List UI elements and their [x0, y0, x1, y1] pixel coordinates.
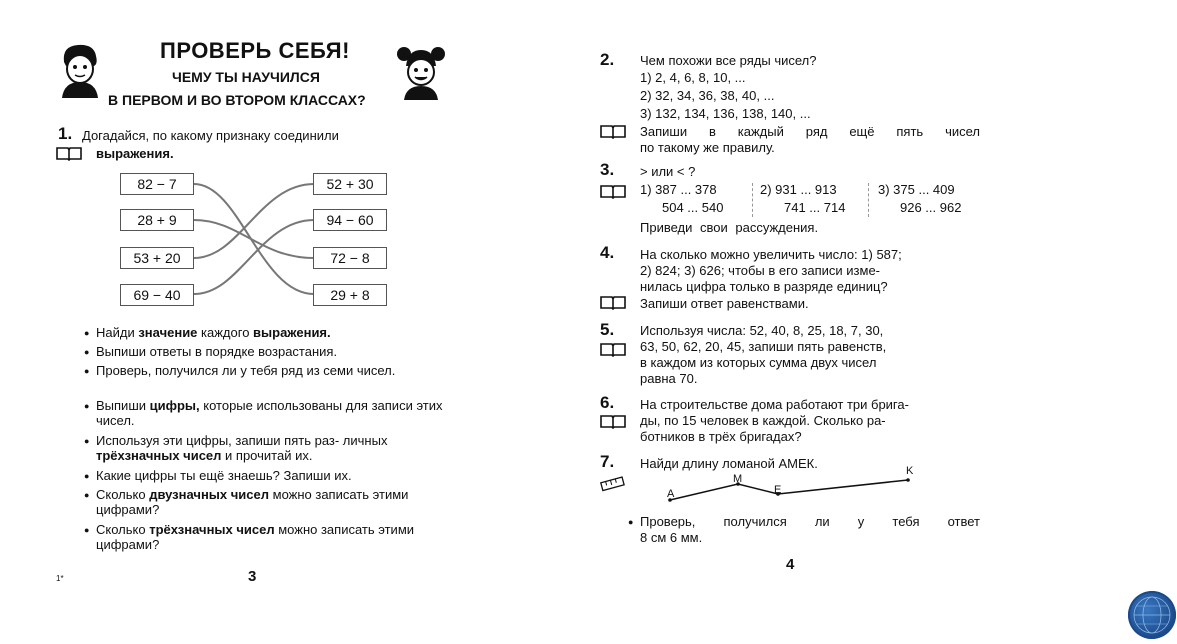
expression-right-3: 72 − 8 [313, 247, 387, 269]
task-3-number: 3. [600, 160, 615, 179]
notebook-icon [600, 124, 626, 139]
notebook-icon [600, 295, 626, 310]
globe-logo-icon [1128, 591, 1176, 639]
bullet-1: Найди значение каждого выражения. [96, 325, 331, 340]
bullet-4: Выпиши цифры, которые использованы для записи этих чисел. [96, 398, 443, 428]
compare-item: 3) 375 ... 409 [878, 182, 955, 197]
task-2-row-1: 1) 2, 4, 6, 8, 10, ... [640, 70, 746, 85]
bullet-6: Какие цифры ты ещё знаешь? Запиши их. [96, 468, 352, 483]
compare-col-1 [640, 181, 723, 217]
bullet-icon: ● [628, 517, 634, 527]
expression-right-4: 29 + 8 [313, 284, 387, 306]
bullet-icon: ● [84, 347, 90, 357]
compare-item: 2) 931 ... 913 [760, 182, 837, 197]
task-7-check-2: 8 см 6 мм. [640, 530, 703, 545]
expression-right-2: 94 − 60 [313, 209, 387, 231]
notebook-icon [600, 342, 626, 357]
compare-item: 741 ... 714 [784, 200, 846, 215]
footnote-mark: 1* [56, 574, 64, 583]
point-label-a: A [667, 488, 675, 500]
task-5-line-2: 63, 50, 62, 20, 45, запиши пять равенств, [640, 339, 887, 354]
notebook-icon [56, 146, 82, 161]
compare-col-3 [878, 181, 961, 217]
bullet-5: Используя эти цифры, запиши пять раз- личных трёхзначных чисел и прочитай их. [96, 433, 388, 463]
task-7-check-1: Проверь, получился ли у тебя ответ [640, 514, 980, 529]
task-7-text: Найди длину ломаной АМЕК. [640, 456, 818, 471]
expression-left-2: 28 + 9 [120, 209, 194, 231]
task-4-instruction: Запиши ответ равенствами. [640, 296, 809, 311]
task-5-line-4: равна 70. [640, 371, 698, 386]
point-label-m: M [733, 473, 743, 485]
task-5-line-3: в каждом из которых сумма двух чисел [640, 355, 877, 370]
task-2-instruction-2: по такому же правилу. [640, 140, 775, 155]
page-title: ПРОВЕРЬ СЕБЯ! [160, 38, 350, 63]
bullet-7: Сколько двузначных чисел можно записать этими цифрами? [96, 487, 409, 517]
bullet-icon: ● [84, 366, 90, 376]
subtitle-line-1: ЧЕМУ ТЫ НАУЧИЛСЯ [172, 69, 320, 85]
task-5-number: 5. [600, 320, 615, 339]
compare-item: 926 ... 962 [900, 200, 962, 215]
page-number-left: 3 [248, 568, 257, 585]
compare-col-2 [760, 181, 845, 217]
bullet-2: Выпиши ответы в порядке возрастания. [96, 344, 338, 359]
task-7-number: 7. [600, 452, 615, 471]
task-4-line-1: На сколько можно увеличить число: 1) 587; [640, 247, 902, 262]
ruler-icon [601, 477, 624, 490]
bullet-icon: ● [84, 471, 90, 481]
ruler-and-polyline [600, 470, 930, 510]
task-4-line-2: 2) 824; 3) 626; чтобы в его записи изме- [640, 263, 881, 278]
right-page [588, 0, 1177, 642]
task-6-line-3: ботников в трёх бригадах? [640, 429, 802, 444]
left-page [0, 0, 588, 642]
task-6-line-2: ды, по 15 человек в каждой. Сколько ра- [640, 413, 886, 428]
bullet-icon: ● [84, 490, 90, 500]
compare-item: 1) 387 ... 378 [640, 182, 717, 197]
task-3-note: Приведи свои рассуждения. [640, 220, 819, 235]
task-4-number: 4. [600, 243, 615, 262]
column-divider [868, 183, 869, 217]
bullet-icon: ● [84, 328, 90, 338]
subtitle-line-2: В ПЕРВОМ И ВО ВТОРОМ КЛАССАХ? [108, 92, 366, 108]
expression-right-1: 52 + 30 [313, 173, 387, 195]
task-1-text: Догадайся, по какому признаку соединили [82, 128, 339, 143]
task-4-line-3: нилась цифра только в разряде единиц? [640, 279, 888, 294]
bullet-icon: ● [84, 401, 90, 411]
bullet-8: Сколько трёхзначных чисел можно записать этими цифрами? [96, 522, 415, 552]
bullet-3: Проверь, получился ли у тебя ряд из семи чисел. [96, 363, 396, 378]
task-3-head: > или < ? [640, 164, 696, 179]
bullet-icon: ● [84, 525, 90, 535]
column-divider [752, 183, 753, 217]
expression-left-4: 69 − 40 [120, 284, 194, 306]
task-1-text-bold: выражения. [96, 146, 174, 161]
point-label-k: K [906, 465, 914, 477]
task-6-line-1: На строительстве дома работают три брига- [640, 397, 909, 412]
point-label-e: E [774, 484, 782, 496]
page-number-right: 4 [786, 556, 795, 573]
task-6-number: 6. [600, 393, 615, 412]
boy-illustration [58, 42, 102, 98]
compare-item: 504 ... 540 [662, 200, 724, 215]
task-5-line-1: Используя числа: 52, 40, 8, 25, 18, 7, 30, [640, 323, 884, 338]
notebook-icon [600, 184, 626, 199]
task-2-instruction-1: Запиши в каждый ряд ещё пять чисел [640, 124, 980, 139]
bullet-icon: ● [84, 436, 90, 446]
task-2-question: Чем похожи все ряды чисел? [640, 53, 817, 68]
task-1-number: 1. [58, 124, 73, 143]
notebook-icon [600, 414, 626, 429]
girl-illustration [396, 44, 446, 100]
expression-left-3: 53 + 20 [120, 247, 194, 269]
task-2-number: 2. [600, 50, 615, 69]
task-2-row-2: 2) 32, 34, 36, 38, 40, ... [640, 88, 775, 103]
task-2-row-3: 3) 132, 134, 136, 138, 140, ... [640, 106, 811, 121]
expression-left-1: 82 − 7 [120, 173, 194, 195]
